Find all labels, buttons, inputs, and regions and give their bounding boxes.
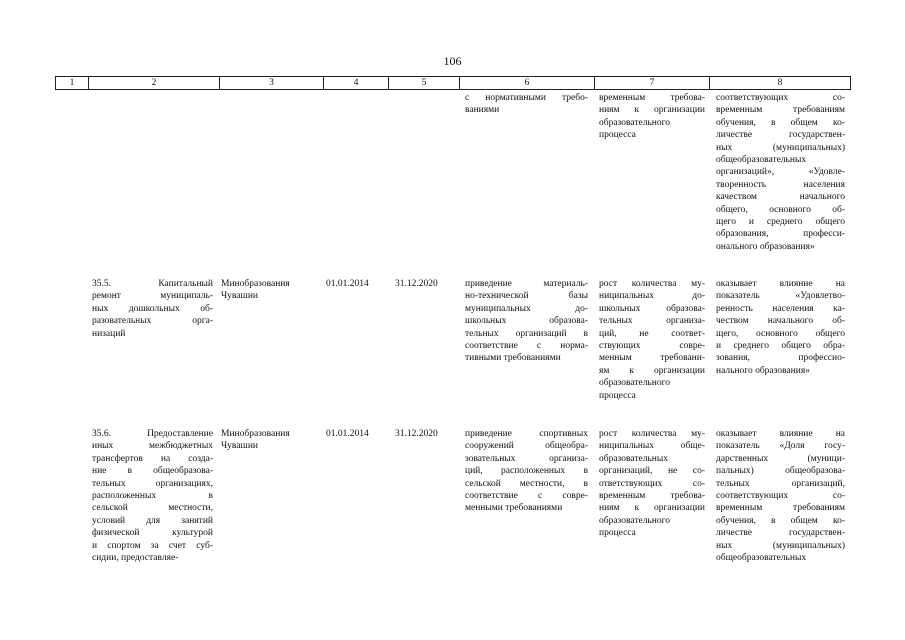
text-line: 35.6. Предоставление bbox=[92, 429, 213, 439]
text-line: приведение спортивных bbox=[465, 429, 588, 439]
text-line: условий для занятий bbox=[92, 515, 213, 526]
text-line: сельской местности, в bbox=[465, 478, 588, 489]
row-35-5-executor bbox=[221, 278, 321, 303]
text-line: ниципальных до- bbox=[599, 291, 705, 302]
text-line: но-технической базы bbox=[465, 291, 588, 302]
text-line: низаций bbox=[92, 328, 126, 339]
text-line: организаций, не со- bbox=[599, 466, 705, 477]
text-line: Чувашии bbox=[221, 291, 258, 302]
continuation-col6 bbox=[465, 92, 588, 117]
text-line: обучения, в общем ко- bbox=[716, 515, 845, 526]
text-line: процесса bbox=[599, 528, 636, 539]
text-line: ваниями bbox=[465, 105, 500, 116]
text-line: личестве государствен- bbox=[716, 130, 845, 141]
text-line: показатель «Доля госу- bbox=[716, 441, 845, 452]
text-line: ций, расположенных в bbox=[465, 466, 588, 477]
text-line: рост количества му- bbox=[599, 429, 705, 439]
text-line: зования, профессио- bbox=[716, 353, 845, 364]
header-col-8: 8 bbox=[777, 78, 783, 88]
row-35-5-end-date: 31.12.2020 bbox=[395, 279, 438, 289]
text-line: тельных организаций в bbox=[465, 328, 588, 339]
text-line: школьных образова- bbox=[465, 316, 588, 327]
text-line: показатель «Удовлетво- bbox=[716, 291, 845, 302]
row-35-5-influence bbox=[716, 278, 845, 377]
text-line: ниям к организации bbox=[599, 105, 705, 116]
text-line: иных межбюджетных bbox=[92, 441, 213, 452]
text-line: временным требова- bbox=[599, 93, 705, 103]
text-line: муниципальных до- bbox=[465, 303, 588, 314]
text-line: чеством начального об- bbox=[716, 316, 845, 327]
text-line: рост количества му- bbox=[599, 279, 705, 289]
row-35-6-start-date: 01.01.2014 bbox=[326, 429, 369, 439]
text-line: процесса bbox=[599, 390, 636, 401]
text-line: общеобразовательных bbox=[716, 553, 807, 564]
text-line: качеством начального bbox=[716, 192, 845, 203]
text-line: сельской местности, bbox=[92, 503, 213, 514]
text-line: тельных организа- bbox=[599, 316, 705, 327]
row-35-6-result bbox=[465, 428, 588, 515]
text-line: соответствующих со- bbox=[716, 93, 845, 103]
text-line: ремонт муниципаль- bbox=[92, 291, 213, 302]
row-35-5-name bbox=[92, 278, 213, 340]
text-line: дарственных (муници- bbox=[716, 453, 845, 464]
text-line: менными требованиями bbox=[465, 503, 563, 514]
text-line: 35.5. Капитальный bbox=[92, 279, 213, 289]
text-line: сооружений общеобра- bbox=[465, 441, 588, 452]
text-line: тельных организаций, bbox=[716, 478, 845, 489]
text-line: соответствие с совре- bbox=[465, 491, 588, 502]
text-line: ниципальных обще- bbox=[599, 441, 705, 452]
text-line: организаций», «Удовле- bbox=[716, 167, 845, 178]
text-line: Чувашии bbox=[221, 441, 258, 452]
text-line: зовательных организа- bbox=[465, 453, 588, 464]
text-line: тельных организациях, bbox=[92, 478, 213, 489]
row-35-6-consequence bbox=[599, 428, 705, 540]
text-line: обучения, в общем ко- bbox=[716, 117, 845, 128]
row-35-6-name bbox=[92, 428, 213, 564]
text-line: щего и среднего общего bbox=[716, 217, 845, 228]
text-line: ных (муниципальных) bbox=[716, 540, 845, 551]
text-line: школьных образова- bbox=[599, 303, 705, 314]
text-line: ных (муниципальных) bbox=[716, 142, 845, 153]
text-line: ответствующих со- bbox=[599, 478, 705, 489]
text-line: с нормативными требо- bbox=[465, 93, 588, 103]
text-line: образования, професси- bbox=[716, 229, 845, 240]
header-col-7: 7 bbox=[595, 77, 710, 89]
text-line: образовательного bbox=[599, 117, 671, 128]
text-line: сидии, предоставляе- bbox=[92, 553, 179, 564]
text-line: трансфертов на созда- bbox=[92, 453, 213, 464]
header-col-5: 5 bbox=[389, 77, 460, 89]
row-35-6-influence bbox=[716, 428, 845, 564]
text-line: тивными требованиями bbox=[465, 353, 561, 364]
text-line: образовательных bbox=[599, 453, 668, 464]
text-line: образовательного bbox=[599, 515, 671, 526]
row-35-5-consequence bbox=[599, 278, 705, 402]
text-line: физической культурой bbox=[92, 528, 213, 539]
text-line: соответствующих со- bbox=[716, 491, 845, 502]
row-35-6-executor bbox=[221, 428, 321, 453]
text-line: творенность населения bbox=[716, 179, 845, 190]
text-line: щего, основного общего bbox=[716, 328, 845, 339]
row-35-5-start-date: 01.01.2014 bbox=[326, 279, 369, 289]
row-35-5-result bbox=[465, 278, 588, 365]
header-col-4: 4 bbox=[324, 77, 389, 89]
text-line: и спортом за счет суб- bbox=[92, 540, 213, 551]
text-line: онального образования» bbox=[716, 241, 815, 252]
text-line: разовательных орга- bbox=[92, 316, 213, 327]
text-line: ных дошкольных об- bbox=[92, 303, 213, 314]
text-line: ствующих совре- bbox=[599, 341, 705, 352]
row-35-6-end-date: 31.12.2020 bbox=[395, 429, 438, 439]
text-line: ций, не соответ- bbox=[599, 328, 705, 339]
text-line: Минобразования bbox=[221, 279, 290, 289]
header-col-6: 6 bbox=[460, 77, 595, 89]
text-line: ренность населения ка- bbox=[716, 303, 845, 314]
table-header-row bbox=[55, 76, 851, 90]
text-line: расположенных в bbox=[92, 491, 213, 502]
text-line: пальных) общеобразова- bbox=[716, 466, 845, 477]
header-col-3: 3 bbox=[220, 77, 324, 89]
text-line: нального образования» bbox=[716, 365, 810, 376]
text-line: и среднего общего обра- bbox=[716, 341, 845, 352]
text-line: ям к организации bbox=[599, 365, 705, 376]
text-line: менным требовани- bbox=[599, 353, 705, 364]
text-line: общего, основного об- bbox=[716, 204, 845, 215]
text-line: оказывает влияние на bbox=[716, 429, 845, 439]
text-line: оказывает влияние на bbox=[716, 279, 845, 289]
text-line: соответствие с норма- bbox=[465, 341, 588, 352]
page-number: 106 bbox=[443, 54, 462, 68]
text-line: временным требованиям bbox=[716, 105, 845, 116]
header-col-1: 1 bbox=[56, 77, 89, 89]
text-line: ниям к организации bbox=[599, 503, 705, 514]
text-line: процесса bbox=[599, 130, 636, 141]
text-line: приведение материаль- bbox=[465, 279, 588, 289]
text-line: временным требова- bbox=[599, 491, 705, 502]
text-line: ние в общеобразова- bbox=[92, 466, 213, 477]
header-col-2: 2 bbox=[89, 77, 220, 89]
text-line: временным требованиям bbox=[716, 503, 845, 514]
continuation-col8 bbox=[716, 92, 845, 253]
text-line: личестве государствен- bbox=[716, 528, 845, 539]
text-line: Минобразования bbox=[221, 429, 290, 439]
text-line: общеобразовательных bbox=[716, 155, 807, 166]
text-line: образовательного bbox=[599, 378, 671, 389]
continuation-col7 bbox=[599, 92, 705, 142]
